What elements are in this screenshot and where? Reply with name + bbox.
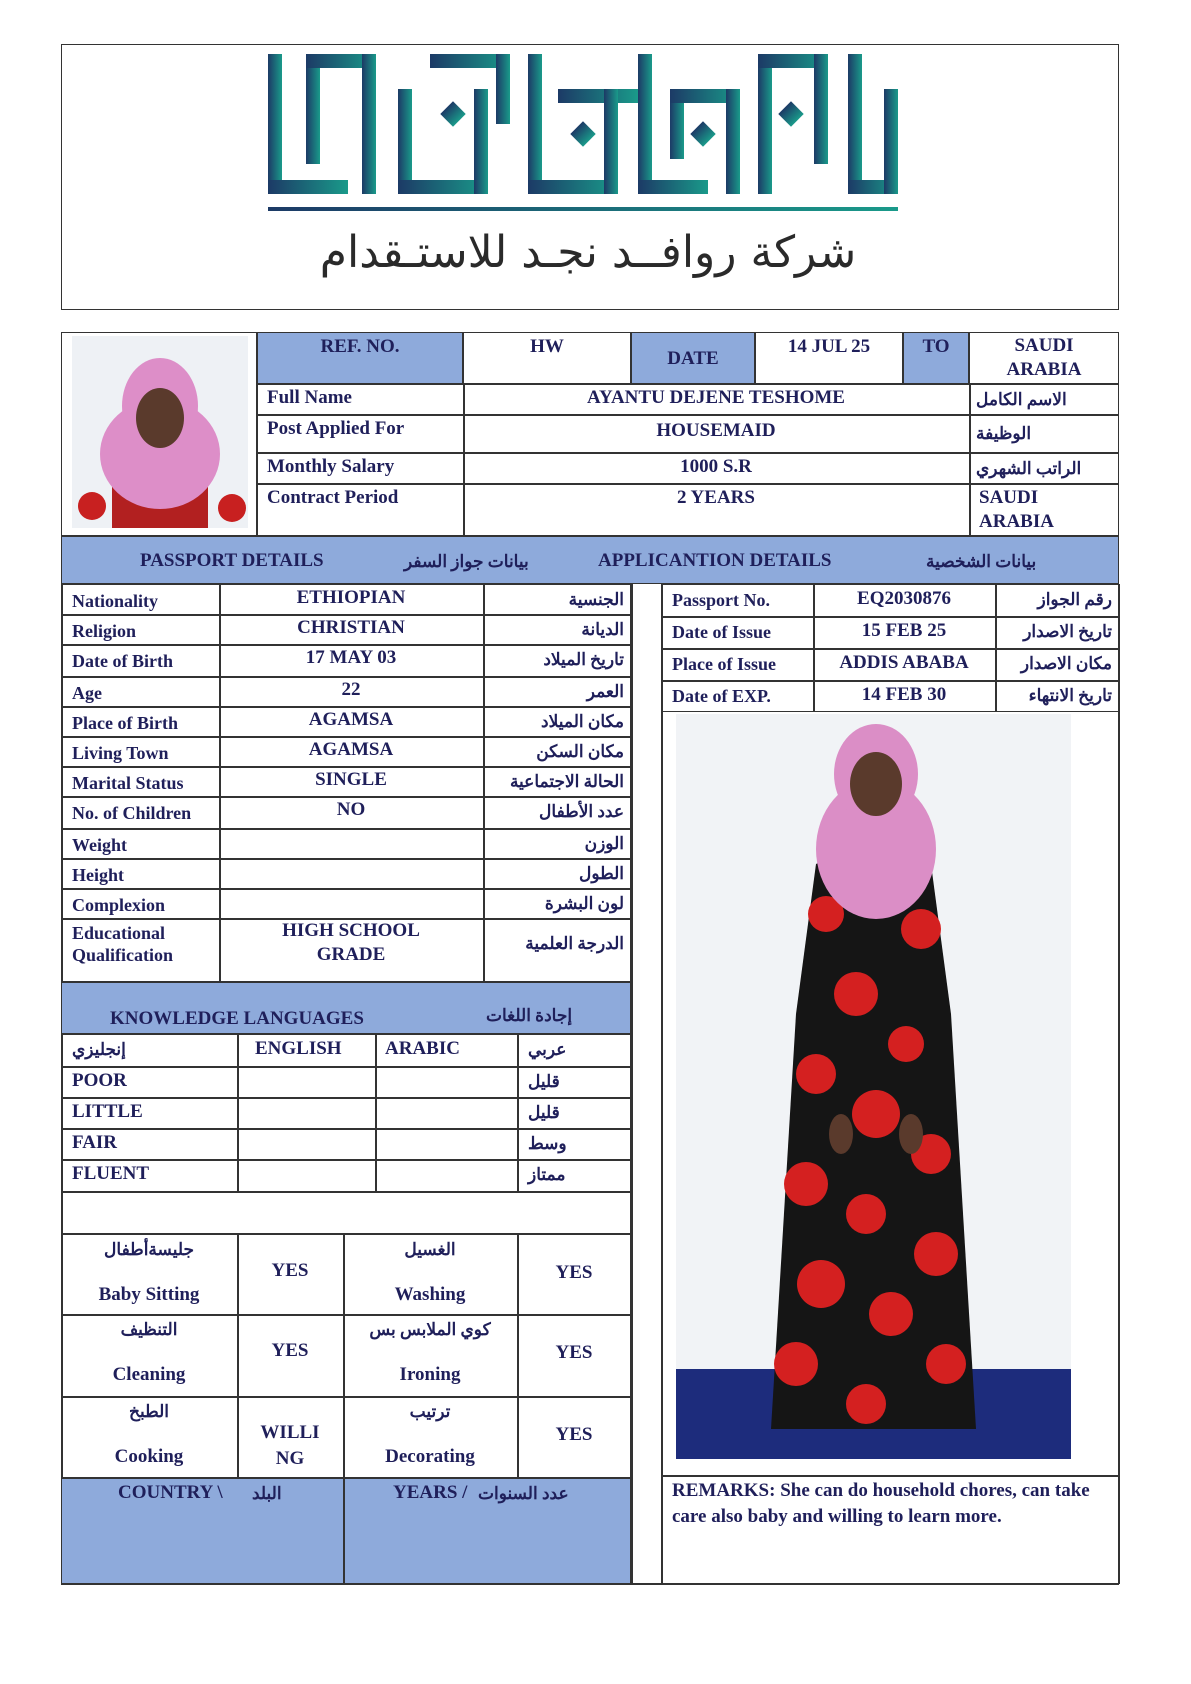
- language-level-ar: قليل: [528, 1072, 560, 1091]
- middle-gap-right-line: [661, 584, 663, 1584]
- passport-value: EQ2030876: [857, 588, 951, 609]
- skill-label: Baby Sitting: [98, 1284, 200, 1305]
- passport-ar: تاريخ الاصدار: [1023, 622, 1112, 641]
- language-level-ar: وسط: [528, 1134, 567, 1153]
- personal-ar: الدرجة العلمية: [525, 934, 624, 953]
- skill-value: YES: [271, 1340, 309, 1361]
- personal-label: Marital Status: [72, 773, 184, 793]
- personal-value: 22: [341, 679, 361, 700]
- personal-label: Religion: [72, 621, 137, 641]
- salary-value: 1000 S.R: [680, 456, 752, 477]
- languages-english-header: ENGLISH: [255, 1038, 342, 1059]
- language-level: POOR: [72, 1070, 127, 1091]
- personal-value: 17 MAY 03: [305, 647, 397, 668]
- personal-label: No. of Children: [72, 803, 192, 823]
- languages-title-ar: إجادة اللغات: [486, 1006, 573, 1025]
- personal-ar: الحالة الاجتماعية: [509, 772, 624, 791]
- passport-details-heading-ar: بيانات جواز السفر: [404, 552, 529, 571]
- experience-country-label: COUNTRY \: [118, 1482, 223, 1503]
- personal-label: Age: [72, 683, 102, 703]
- post-value: HOUSEMAID: [656, 420, 776, 441]
- passport-value: 15 FEB 25: [861, 620, 947, 641]
- skill-value-2: YES: [555, 1424, 593, 1445]
- passport-label: Passport No.: [672, 590, 770, 610]
- experience-divider: [343, 1478, 345, 1584]
- personal-label: Complexion: [72, 895, 166, 915]
- language-level-ar: قليل: [528, 1103, 560, 1122]
- skill-label: Cooking: [114, 1446, 184, 1467]
- personal-row-divider: [61, 858, 631, 860]
- passport-row-divider: [661, 680, 1119, 682]
- to-value: SAUDI ARABIA: [1006, 335, 1082, 380]
- personal-value: HIGH SCHOOL GRADE: [282, 920, 420, 965]
- contract-label: Contract Period: [267, 487, 399, 508]
- passport-label: Date of EXP.: [672, 686, 771, 706]
- to-label: TO: [922, 336, 950, 357]
- salary-ar: الراتب الشهري: [976, 459, 1082, 478]
- skill-ar: جليسةأطفال: [104, 1240, 194, 1259]
- remarks-text: REMARKS: She can do household chores, can take care also baby and willing to learn more.: [672, 1480, 1090, 1527]
- languages-title: KNOWLEDGE LANGUAGES: [110, 1008, 364, 1029]
- personal-value: ETHIOPIAN: [296, 587, 406, 608]
- applicant-photo-small: [72, 336, 248, 528]
- skill-ar: الطبخ: [129, 1402, 169, 1421]
- skill-value: YES: [271, 1260, 309, 1281]
- skill-value-2: YES: [555, 1342, 593, 1363]
- personal-ar: الديانة: [581, 620, 624, 639]
- personal-ar: الوزن: [584, 834, 624, 853]
- skill-ar: التنظيف: [120, 1320, 178, 1339]
- application-details-heading: APPLICANTION DETAILS: [598, 550, 832, 571]
- skill-label-2: Decorating: [385, 1446, 475, 1467]
- company-logo: [258, 49, 918, 249]
- language-level: FLUENT: [72, 1163, 150, 1184]
- passport-label: Place of Issue: [672, 654, 776, 674]
- personal-ar: لون البشرة: [544, 894, 624, 913]
- personal-ar: الطول: [579, 864, 624, 883]
- skill-value: WILLING: [260, 1422, 320, 1469]
- personal-ar: الجنسية: [568, 590, 624, 609]
- personal-value: AGAMSA: [308, 739, 394, 760]
- personal-label: Educational Qualification: [72, 923, 174, 965]
- language-level-ar: ممتاز: [528, 1165, 566, 1184]
- passport-value: 14 FEB 30: [861, 684, 947, 705]
- company-name-arabic: شركة روافــد نجـد للاستـقدام: [319, 227, 857, 278]
- language-row-divider: [61, 1128, 631, 1130]
- experience-country-ar: البلد: [252, 1484, 282, 1503]
- passport-row-divider: [661, 616, 1119, 618]
- skill-ar-2: كوي الملابس بس: [369, 1320, 491, 1339]
- right-outer-line: [1118, 584, 1120, 1584]
- passport-label: Date of Issue: [672, 622, 771, 642]
- personal-ar: العمر: [586, 682, 624, 701]
- passport-details-heading: PASSPORT DETAILS: [140, 550, 324, 571]
- personal-row-divider: [61, 828, 631, 830]
- top-col-divider-2: [969, 384, 971, 536]
- language-level: LITTLE: [72, 1101, 143, 1122]
- contract-destination: SAUDI ARABIA: [979, 487, 1054, 532]
- skill-label-2: Washing: [394, 1284, 466, 1305]
- skill-value-2: YES: [555, 1262, 593, 1283]
- personal-ar: عدد الأطفال: [539, 802, 624, 821]
- personal-ar: مكان الميلاد: [541, 712, 624, 731]
- personal-value: AGAMSA: [308, 709, 394, 730]
- personal-ar: تاريخ الميلاد: [543, 650, 624, 669]
- personal-label: Date of Birth: [72, 651, 173, 671]
- skill-ar-2: الغسيل: [404, 1240, 456, 1259]
- personal-label: Living Town: [72, 743, 169, 763]
- post-label: Post Applied For: [267, 418, 405, 439]
- date-value: 14 JUL 25: [787, 336, 871, 357]
- remarks-top-line: [661, 1475, 1119, 1477]
- languages-arabic-header: ARABIC: [385, 1038, 460, 1059]
- language-row-divider: [61, 1097, 631, 1099]
- full-name-value: AYANTU DEJENE TESHOME: [587, 387, 845, 408]
- experience-years-ar: عدد السنوات: [478, 1484, 569, 1503]
- language-level: FAIR: [72, 1132, 118, 1153]
- ref-value: HW: [530, 336, 564, 357]
- personal-value: NO: [336, 799, 366, 820]
- experience-years-label: YEARS /: [393, 1482, 468, 1503]
- languages-header-ar-right: عربي: [528, 1040, 567, 1059]
- language-row-divider: [61, 1159, 631, 1161]
- full-name-ar: الاسم الكامل: [976, 390, 1067, 409]
- personal-value: SINGLE: [315, 769, 387, 790]
- ref-label: REF. NO.: [320, 336, 400, 357]
- personal-value: CHRISTIAN: [297, 617, 405, 638]
- applicant-photo-full: [676, 714, 1071, 1459]
- personal-ar: مكان السكن: [536, 742, 624, 761]
- skill-label-2: Ironing: [399, 1364, 461, 1385]
- passport-ar: رقم الجواز: [1037, 590, 1112, 609]
- language-row-divider: [61, 1066, 631, 1068]
- middle-gap-left-line: [631, 584, 633, 1584]
- personal-label: Weight: [72, 835, 128, 855]
- personal-row-divider: [61, 888, 631, 890]
- personal-label: Height: [72, 865, 124, 885]
- salary-label: Monthly Salary: [267, 456, 395, 477]
- personal-label: Nationality: [72, 591, 159, 611]
- blank-row: [61, 1192, 631, 1234]
- languages-header-ar-left: إنجليزي: [72, 1040, 126, 1059]
- application-details-heading-ar: بيانات الشخصية: [926, 552, 1037, 571]
- post-ar: الوظيفة: [976, 424, 1032, 443]
- skill-label: Cleaning: [112, 1364, 186, 1385]
- full-name-label: Full Name: [267, 387, 352, 408]
- passport-ar: مكان الاصدار: [1020, 654, 1112, 673]
- personal-label: Place of Birth: [72, 713, 178, 733]
- passport-row-divider: [661, 648, 1119, 650]
- contract-value: 2 YEARS: [677, 487, 755, 508]
- skill-ar-2: ترتيب: [409, 1402, 451, 1421]
- logo-box: [61, 44, 1119, 310]
- passport-ar: تاريخ الانتهاء: [1028, 686, 1112, 705]
- passport-value: ADDIS ABABA: [839, 652, 969, 673]
- date-label: DATE: [667, 348, 719, 369]
